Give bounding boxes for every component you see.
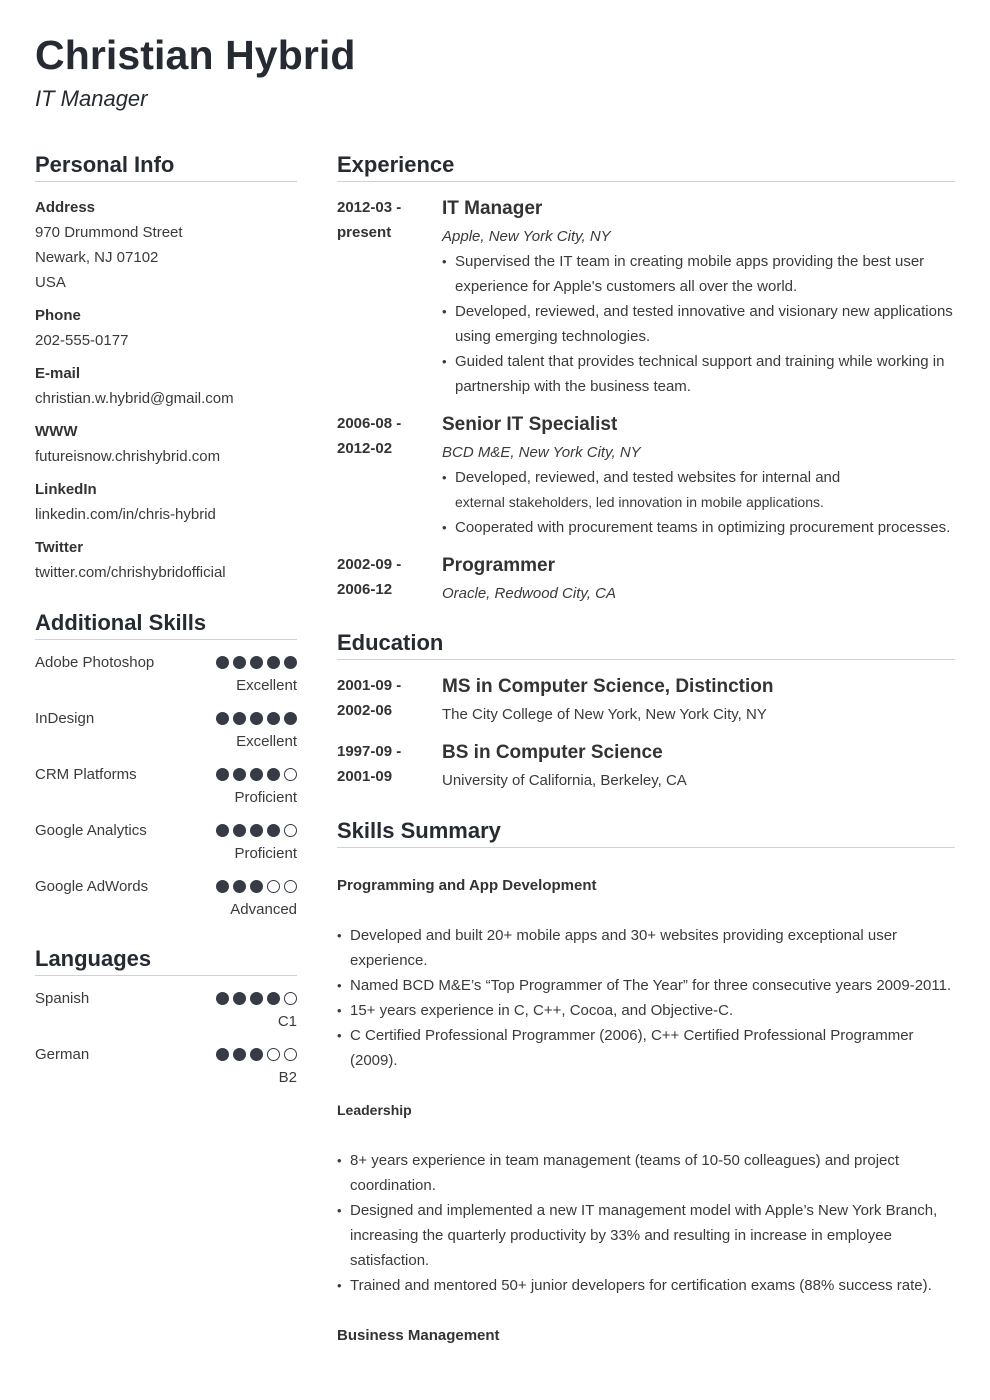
filled-dot-icon [284, 656, 297, 669]
twitter-link[interactable]: twitter.com/chrishybridofficial [35, 564, 226, 581]
address-block [35, 195, 297, 295]
left-column [35, 150, 297, 1089]
filled-dot-icon [267, 824, 280, 837]
job-title: Senior IT Specialist [442, 414, 618, 435]
experience-dates [337, 411, 432, 461]
skill-row [35, 652, 297, 697]
skill-rating-dots [216, 712, 297, 725]
education-dates [337, 739, 432, 789]
skill-name: Google AdWords [35, 878, 149, 895]
filled-dot-icon [250, 992, 263, 1005]
candidate-name: Christian Hybrid [35, 32, 356, 78]
language-name: Spanish [35, 990, 90, 1007]
filled-dot-icon [284, 712, 297, 725]
date-start: 2001-09 - [337, 677, 402, 694]
experience-entry [337, 195, 955, 399]
empty-dot-icon [284, 768, 297, 781]
additional-skills-section [35, 608, 297, 921]
address-line-2: Newark, NJ 07102 [35, 249, 159, 266]
bullet-item: • Developed, reviewed, and tested innovative and visionary new applications using emerging technologies. [442, 299, 955, 349]
education-entry [337, 673, 955, 727]
filled-dot-icon [216, 768, 229, 781]
skill-level: Advanced [230, 901, 297, 918]
language-rating-dots [216, 1048, 297, 1061]
empty-dot-icon [284, 824, 297, 837]
skill-row [35, 708, 297, 753]
skill-name: Adobe Photoshop [35, 654, 155, 671]
language-row [35, 988, 297, 1033]
filled-dot-icon [250, 656, 263, 669]
skill-rating-dots [216, 880, 297, 893]
bullet-item: • Named BCD M&E’s “Top Programmer of The Year” for three consecutive years 2009-2011. [337, 973, 955, 998]
skill-rating-dots [216, 656, 297, 669]
date-end: 2001-09 [337, 768, 393, 785]
empty-dot-icon [284, 992, 297, 1005]
date-end: 2002-06 [337, 702, 393, 719]
bullet-item: • 8+ years experience in team management (teams of 10-50 colleagues) and project coordination. [337, 1148, 955, 1198]
www-link[interactable]: futureisnow.chrishybrid.com [35, 448, 221, 465]
education-section [337, 628, 955, 793]
www-block [35, 419, 297, 469]
filled-dot-icon [233, 656, 246, 669]
skill-rating-dots [216, 768, 297, 781]
education-body [442, 739, 955, 793]
school: University of California, Berkeley, CA [442, 772, 687, 789]
phone-label: Phone [35, 307, 81, 324]
date-end: 2006-12 [337, 581, 393, 598]
filled-dot-icon [233, 880, 246, 893]
responsibilities-list [442, 465, 955, 540]
bullet-text-continued: external stakeholders, led innovation in mobile applications. [455, 494, 824, 510]
filled-dot-icon [216, 824, 229, 837]
linkedin-block [35, 477, 297, 527]
skill-name: CRM Platforms [35, 766, 137, 783]
section-heading-languages: Languages [35, 944, 297, 976]
date-end: 2012-02 [337, 440, 393, 457]
employer: BCD M&E, New York City, NY [442, 444, 641, 461]
empty-dot-icon [267, 880, 280, 893]
address-line-1: 970 Drummond Street [35, 224, 183, 241]
twitter-label: Twitter [35, 539, 84, 556]
job-title: Programmer [442, 555, 555, 576]
skill-group-title: Leadership [337, 1102, 412, 1118]
section-heading-education: Education [337, 628, 955, 660]
bullet-item: • Supervised the IT team in creating mobile apps providing the best user experience for Apple's customers all over the world. [442, 249, 955, 299]
experience-dates [337, 552, 432, 602]
bullet-item: • Guided talent that provides technical support and training while working in partnership with the business team. [442, 349, 955, 399]
date-end: present [337, 224, 392, 241]
job-title: IT Manager [442, 198, 543, 219]
school: The City College of New York, New York City, NY [442, 706, 767, 723]
section-heading-skills-summary: Skills Summary [337, 816, 955, 848]
bullet-item [442, 465, 955, 515]
skill-level: Excellent [236, 733, 297, 750]
skill-rating-dots [216, 824, 297, 837]
empty-dot-icon [284, 880, 297, 893]
right-column [337, 150, 955, 1348]
linkedin-label: LinkedIn [35, 481, 97, 498]
filled-dot-icon [267, 712, 280, 725]
filled-dot-icon [233, 824, 246, 837]
candidate-title: IT Manager [35, 86, 148, 111]
address-label: Address [35, 199, 96, 216]
email-block [35, 361, 297, 411]
email-link[interactable]: christian.w.hybrid@gmail.com [35, 390, 234, 407]
email-label: E-mail [35, 365, 81, 382]
section-heading-additional-skills: Additional Skills [35, 608, 297, 640]
skill-name: InDesign [35, 710, 95, 727]
responsibilities-list [442, 249, 955, 399]
degree: BS in Computer Science [442, 742, 663, 763]
filled-dot-icon [250, 712, 263, 725]
experience-body [442, 195, 955, 399]
skill-row [35, 820, 297, 865]
filled-dot-icon [250, 880, 263, 893]
www-label: WWW [35, 423, 78, 440]
skill-name: Google Analytics [35, 822, 147, 839]
phone-value: 202-555-0177 [35, 332, 129, 349]
filled-dot-icon [250, 1048, 263, 1061]
section-heading-personal-info: Personal Info [35, 150, 297, 182]
address-line-3: USA [35, 274, 66, 291]
languages-section [35, 944, 297, 1089]
date-start: 2006-08 - [337, 415, 402, 432]
date-start: 2012-03 - [337, 199, 402, 216]
filled-dot-icon [250, 768, 263, 781]
filled-dot-icon [216, 656, 229, 669]
filled-dot-icon [250, 824, 263, 837]
filled-dot-icon [267, 656, 280, 669]
date-start: 2002-09 - [337, 556, 402, 573]
phone-block [35, 303, 297, 353]
skill-group-list [337, 923, 955, 1073]
bullet-item: • Trained and mentored 50+ junior developers for certification exams (88% success rate). [337, 1273, 955, 1298]
language-level: C1 [277, 1013, 297, 1030]
skill-level: Proficient [234, 845, 297, 862]
experience-entry [337, 552, 955, 606]
skills-summary-section [337, 816, 955, 1348]
filled-dot-icon [267, 992, 280, 1005]
bullet-item: • Developed and built 20+ mobile apps and 30+ websites providing exceptional user experience. [337, 923, 955, 973]
bullet-item: • 15+ years experience in C, C++, Cocoa, and Objective-C. [337, 998, 955, 1023]
experience-entry [337, 411, 955, 540]
bullet-text: Developed, reviewed, and tested websites for internal and [455, 469, 841, 486]
experience-section [337, 150, 955, 606]
skill-group-title: Programming and App Development [337, 877, 597, 894]
experience-body [442, 552, 955, 606]
filled-dot-icon [267, 768, 280, 781]
skill-row [35, 876, 297, 921]
section-heading-experience: Experience [337, 150, 955, 182]
filled-dot-icon [216, 880, 229, 893]
bullet-item: • C Certified Professional Programmer (2006), C++ Certified Professional Programmer (2009). [337, 1023, 955, 1073]
skill-level: Proficient [234, 789, 297, 806]
education-body [442, 673, 955, 727]
language-level: B2 [278, 1069, 297, 1086]
date-start: 1997-09 - [337, 743, 402, 760]
degree: MS in Computer Science, Distinction [442, 676, 774, 697]
skill-group-title: Business Management [337, 1327, 500, 1344]
empty-dot-icon [267, 1048, 280, 1061]
linkedin-link[interactable]: linkedin.com/in/chris-hybrid [35, 506, 216, 523]
filled-dot-icon [216, 992, 229, 1005]
bullet-item: • Cooperated with procurement teams in optimizing procurement processes. [442, 515, 955, 540]
filled-dot-icon [216, 712, 229, 725]
empty-dot-icon [284, 1048, 297, 1061]
employer: Oracle, Redwood City, CA [442, 585, 616, 602]
education-entry [337, 739, 955, 793]
filled-dot-icon [216, 1048, 229, 1061]
filled-dot-icon [233, 712, 246, 725]
language-name: German [35, 1046, 90, 1063]
personal-info-section [35, 150, 297, 585]
language-row [35, 1044, 297, 1089]
employer: Apple, New York City, NY [442, 228, 611, 245]
skill-group-list [337, 1148, 955, 1298]
experience-body [442, 411, 955, 540]
twitter-block [35, 535, 297, 585]
education-dates [337, 673, 432, 723]
language-rating-dots [216, 992, 297, 1005]
filled-dot-icon [233, 768, 246, 781]
filled-dot-icon [233, 992, 246, 1005]
filled-dot-icon [233, 1048, 246, 1061]
skill-level: Excellent [236, 677, 297, 694]
experience-dates [337, 195, 432, 245]
bullet-item: • Designed and implemented a new IT management model with Apple’s New York Branch, increasing the quarterly productivity by 33% and resulting in increase in employee satisfaction. [337, 1198, 955, 1273]
skill-row [35, 764, 297, 809]
